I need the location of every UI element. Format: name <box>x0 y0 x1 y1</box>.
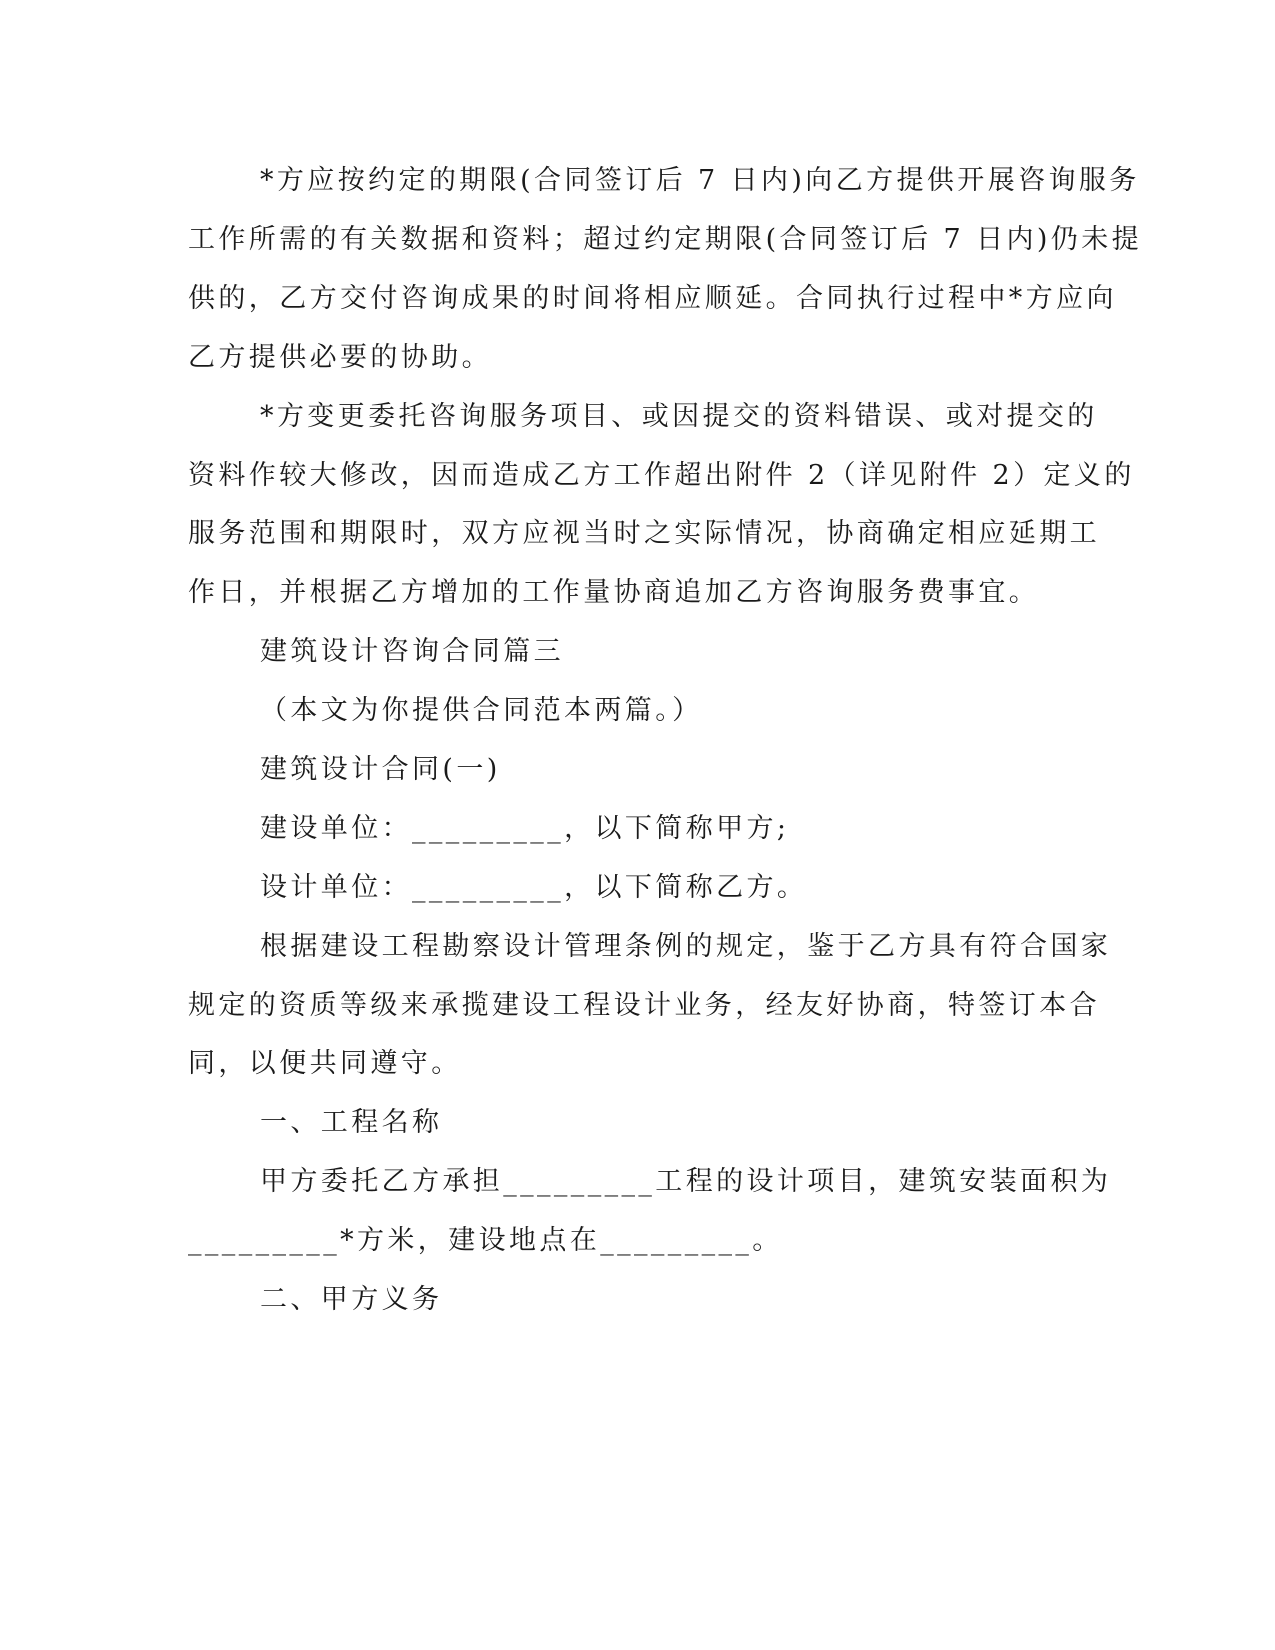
paragraph-line: _________*方米，建设地点在_________。 <box>188 1225 783 1256</box>
section-heading: 一、工程名称 <box>260 1107 443 1138</box>
paragraph-line: *方应按约定的期限(合同签订后 7 日内)向乙方提供开展咨询服务 <box>260 165 1140 196</box>
paragraph-line: 同，以便共同遵守。 <box>188 1048 462 1079</box>
paragraph-line: 根据建设工程勘察设计管理条例的规定，鉴于乙方具有符合国家 <box>260 931 1112 962</box>
section-heading: 二、甲方义务 <box>260 1284 443 1315</box>
contract-title: 建筑设计合同(一) <box>260 754 501 785</box>
paragraph-line: 规定的资质等级来承揽建设工程设计业务，经友好协商，特签订本合 <box>188 990 1100 1021</box>
party-line-design-unit: 设计单位：_________，以下简称乙方。 <box>260 872 808 903</box>
party-line-construction-unit: 建设单位：_________，以下简称甲方; <box>260 813 790 844</box>
section-heading: 建筑设计咨询合同篇三 <box>260 636 564 667</box>
paragraph-line: 工作所需的有关数据和资料；超过约定期限(合同签订后 7 日内)仍未提 <box>188 224 1143 255</box>
paragraph-line: 供的，乙方交付咨询成果的时间将相应顺延。合同执行过程中*方应向 <box>188 283 1117 314</box>
paragraph-line: 作日，并根据乙方增加的工作量协商追加乙方咨询服务费事宜。 <box>188 577 1040 608</box>
paragraph-line: 乙方提供必要的协助。 <box>188 342 492 373</box>
paragraph-line: 甲方委托乙方承担_________工程的设计项目，建筑安装面积为 <box>260 1166 1112 1197</box>
paragraph-line: 服务范围和期限时，双方应视当时之实际情况，协商确定相应延期工 <box>188 518 1100 549</box>
paragraph-line: *方变更委托咨询服务项目、或因提交的资料错误、或对提交的 <box>260 401 1098 432</box>
paragraph-line: 资料作较大修改，因而造成乙方工作超出附件 2（详见附件 2）定义的 <box>188 460 1135 491</box>
note-line: （本文为你提供合同范本两篇。） <box>260 695 703 726</box>
